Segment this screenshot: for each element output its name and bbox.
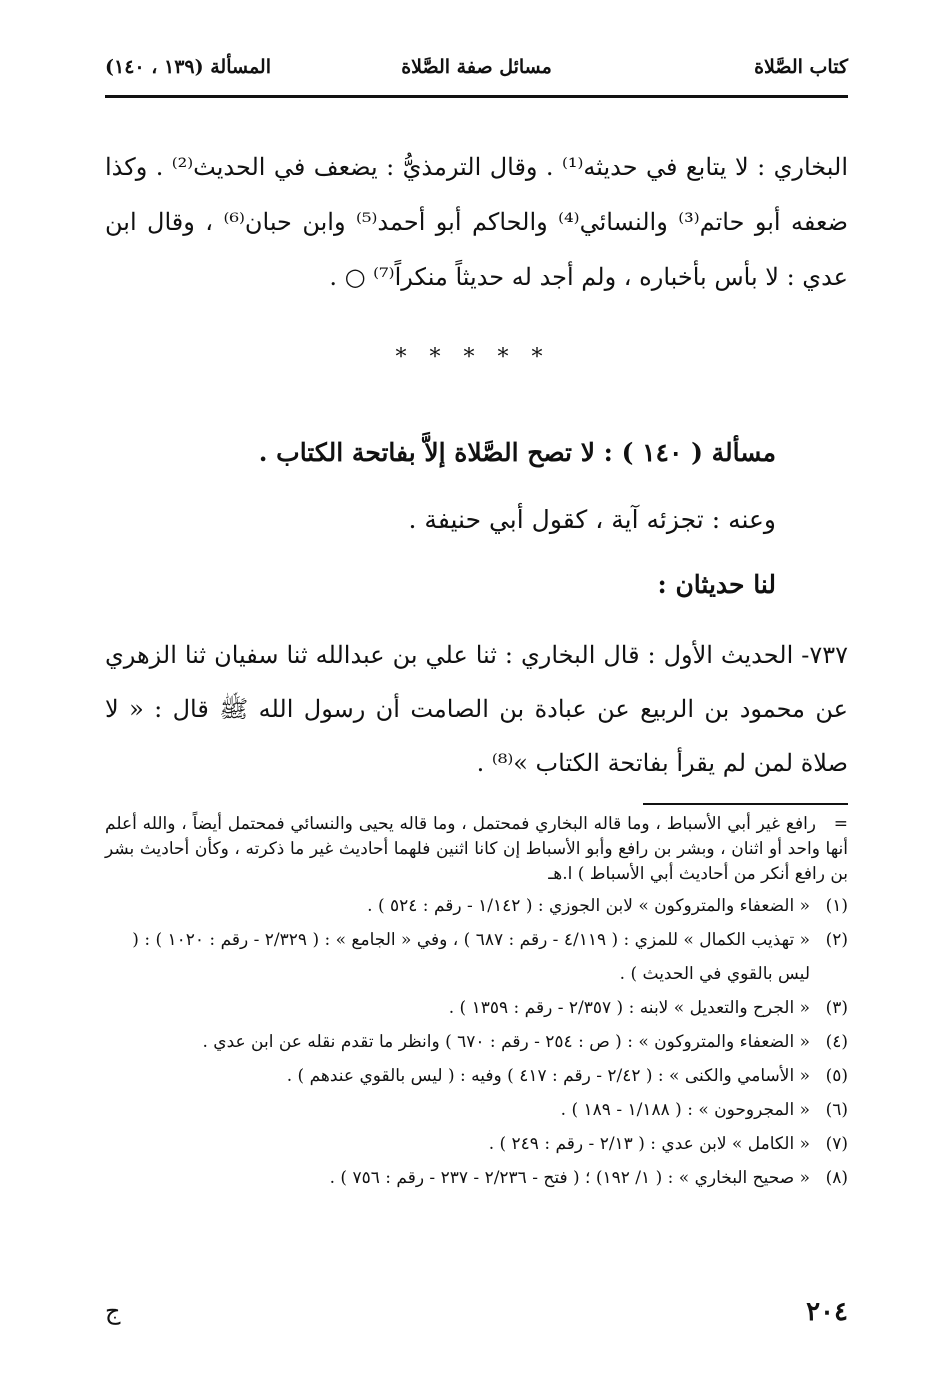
footnote-number: (١) [825,896,848,916]
header-book-title: كتاب الصَّلاة [754,56,848,78]
running-header [105,52,848,92]
footnote-number: (٦) [825,1100,848,1120]
opening-paragraph: البخاري : لا يتابع في حديثه⁽¹⁾ . وقال الترمذيُّ : يضعف في الحديث⁽²⁾ . وكذا ضعفه أبو حاتم⁽³⁾ والنسائي⁽⁴⁾ والحاكم أبو أحمد⁽⁵⁾ وابن حبان⁽⁶⁾ ، وقال ابن عدي : لا بأس بأخباره ، ولم أجد له حديثاً منكراً⁽⁷⁾ ○ . [105,153,848,291]
footnote-7 [105,1127,848,1161]
continuation-marker: = [833,814,848,834]
footnote-1 [105,889,848,923]
footnote-number: (٢) [825,930,848,950]
header-issue-range: المسألة (١٣٩ ، ١٤٠) [105,56,271,78]
footnote-5 [105,1059,848,1093]
footnote-text: « تهذيب الكمال » للمزي : ( ٤/١١٩ - رقم : ٦٨٧ ) ، وفي « الجامع » : ( ٢/٣٢٩ - رقم : ١٠٢٠ ) : ( ليس بالقوي في الحديث ) . [132,930,810,984]
hadith-737: ٧٣٧- الحديث الأول : قال البخاري : ثنا علي بن عبدالله ثنا سفيان ثنا الزهري عن محمود بن الربيع عن عبادة بن الصامت أن رسول الله ﷺ قال : « لا صلاة لمن لم يقرأ بفاتحة الكتاب »⁽⁸⁾ . [105,641,848,777]
page-number: ٢٠٤ [806,1297,848,1327]
footnote-number: (٤) [825,1032,848,1052]
footnotes [105,812,848,1195]
footnote-number: (٣) [825,998,848,1018]
issue-variant: وعنه : تجزئه آية ، كقول أبي حنيفة . [408,505,776,534]
evidence-heading-text: لنا حديثان : [657,570,776,599]
footnote-text: « صحيح البخاري » : ( ١/ ١٩٢) ؛ ( فتح - ٢/٢٣٦ - ٢٣٧ - رقم : ٧٥٦ ) . [329,1168,810,1188]
footnote-text: « الضعفاء والمتروكون » : ( ص : ٢٥٤ - رقم : ٦٧٠ ) وانظر ما تقدم نقله عن ابن عدي . [202,1032,810,1052]
header-rule [105,95,848,98]
footnote-rule [643,803,848,805]
signature-mark: ج [105,1297,121,1325]
issue-title-text: مسألة ( ١٤٠ ) : لا تصح الصَّلاة إلاَّ بفاتحة الكتاب . [258,438,776,467]
footnote-3 [105,991,848,1025]
header-chapter-title: مسائل صفة الصَّلاة [401,56,552,78]
footnote-text: « المجروحون » : ( ١/١٨٨ - ١٨٩ ) . [560,1100,810,1120]
section-separator: * * * * * [395,345,551,370]
footnote-number: (٨) [825,1168,848,1188]
issue-title [105,438,776,467]
footnote-6 [105,1093,848,1127]
issue-evidence-heading [105,570,776,599]
footnote-8 [105,1161,848,1195]
footnote-4 [105,1025,848,1059]
continuation-text: رافع غير أبي الأسباط ، وما قاله البخاري فمحتمل ، وما قاله يحيى والنسائي فمحتمل أيضاً ، والله أعلم أنها واحد أو اثنان ، وبشر بن رافع وأبو الأسباط إن كانا اثنين فلهما أحاديث غير ما ذكرته ، وكأن أحاديث بشر بن رافع أنكر من أحاديث أبي الأسباط ) ا.هـ [105,814,848,884]
footnote-text: « الكامل » لابن عدي : ( ٢/١٣ - رقم : ٢٤٩ ) . [488,1134,810,1154]
footnote-continuation [105,812,848,887]
footnote-text: « الجرح والتعديل » لابنه : ( ٢/٣٥٧ - رقم : ١٣٥٩ ) . [448,998,810,1018]
footnote-number: (٥) [825,1066,848,1086]
footnote-text: « الأسامي والكنى » : ( ٢/٤٢ - رقم : ٤١٧ ) وفيه : ( ليس بالقوي عندهم ) . [286,1066,810,1086]
footnote-2 [105,923,848,991]
footnote-text: « الضعفاء والمتروكون » لابن الجوزي : ( ١/١٤٢ - رقم : ٥٢٤ ) . [367,896,810,916]
footnote-number: (٧) [825,1134,848,1154]
